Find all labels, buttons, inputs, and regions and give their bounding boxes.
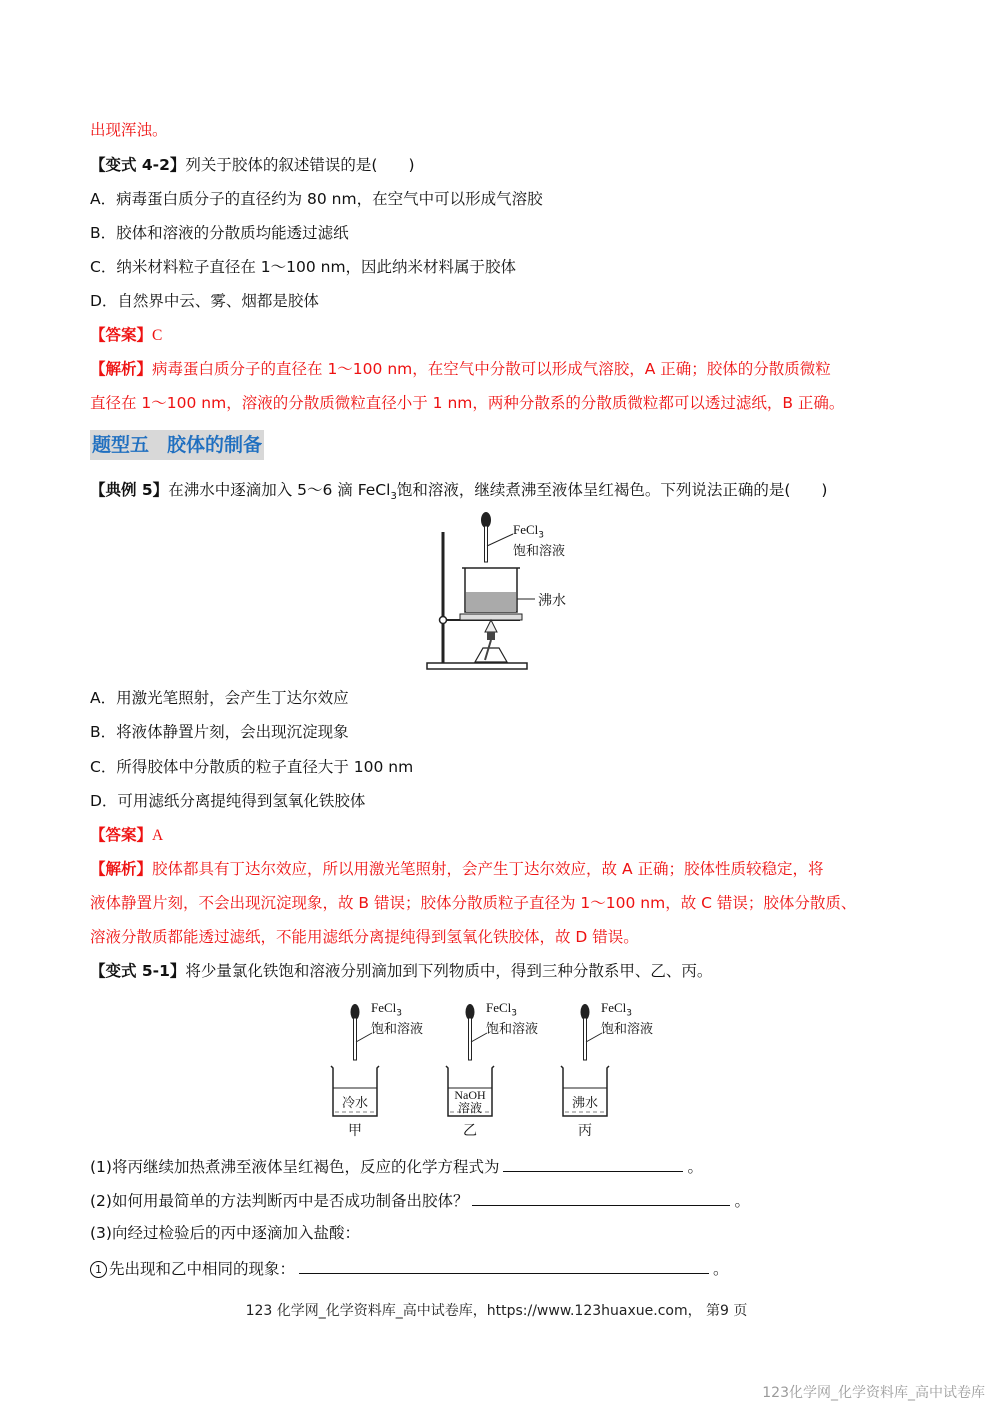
sub-question-text: (1)将丙继续加热煮沸至液体呈红褐色，反应的化学方程式为 — [90, 1158, 500, 1176]
watermark: 123化学网_化学资料库_高中试卷库 — [762, 1385, 985, 1401]
beaker-label: 乙 — [463, 1123, 477, 1139]
question-text: 将少量氯化铁饱和溶液分别滴加到下列物质中，得到三种分散系甲、乙、丙。 — [185, 962, 713, 980]
answer-line — [90, 325, 162, 346]
boiling-apparatus-figure — [425, 510, 625, 675]
variant-4-2-question — [90, 155, 415, 175]
question-text: 列关于胶体的叙述错误的是( ) — [185, 156, 415, 174]
analysis-text: 胶体都具有丁达尔效应，所以用激光笔照射，会产生丁达尔效应，故 A 正确；胶体性质较稳定，将 — [152, 860, 824, 878]
example-5-question — [90, 480, 827, 507]
page-footer: 123 化学网_化学资料库_高中试卷库，https://www.123huaxue.com， 第9 页 — [245, 1303, 748, 1319]
water-label: 沸水 — [538, 593, 566, 609]
analysis-line-2: 液体静置片刻，不会出现沉淀现象，故 B 错误；胶体分散质粒子直径为 1～100 nm，故 C 错误；胶体分散质、 — [90, 894, 857, 912]
answer-value: C — [152, 327, 163, 344]
answer-value: A — [152, 827, 164, 844]
question-text-pre: 在沸水中逐滴加入 5～6 滴 FeCl — [168, 481, 391, 499]
beaker-content: NaOH 溶液 — [454, 1088, 486, 1115]
sub-question-3 — [90, 1223, 360, 1243]
section-title: 胶体的制备 — [167, 434, 263, 456]
variant-tag: 【变式 5-1】 — [90, 962, 186, 980]
analysis-line-1 — [90, 859, 823, 879]
variant-5-1-question — [90, 961, 712, 981]
option-d: D．自然界中云、雾、烟都是胶体 — [90, 292, 319, 310]
analysis-text: 病毒蛋白质分子的直径在 1～100 nm，在空气中分散可以形成气溶胶，A 正确；胶体的分散质微粒 — [152, 360, 831, 378]
analysis-line-3: 溶液分散质都能透过滤纸，不能用滤纸分离提纯得到氢氧化铁胶体，故 D 错误。 — [90, 928, 639, 946]
answer-blank[interactable] — [299, 1257, 709, 1274]
subscript: 3 — [390, 491, 397, 503]
answer-tag: 【答案】 — [90, 326, 153, 344]
answer-line — [90, 825, 163, 846]
beaker-jia — [325, 998, 435, 1143]
option-c: C．纳米材料粒子直径在 1～100 nm，因此纳米材料属于胶体 — [90, 258, 517, 276]
beaker-content: 沸水 — [565, 1092, 605, 1111]
sub-question-2: (2)如何用最简单的方法判断丙中是否成功制备出胶体？ 。 — [90, 1189, 750, 1211]
question-text-post: 饱和溶液，继续煮沸至液体呈红褐色。下列说法正确的是( ) — [396, 481, 828, 499]
reagent-label: FeCl$_3$ 饱和溶液 — [601, 1000, 654, 1037]
reagent-label: FeCl$_3$ 饱和溶液 — [513, 522, 566, 559]
sub-question-1: (1)将丙继续加热煮沸至液体呈红褐色，反应的化学方程式为 。 — [90, 1155, 703, 1177]
answer-blank[interactable] — [472, 1189, 730, 1206]
option-c: C．所得胶体中分散质的粒子直径大于 100 nm — [90, 758, 414, 776]
reagent-label: FeCl$_3$ 饱和溶液 — [486, 1000, 539, 1037]
beaker-bing — [555, 998, 675, 1143]
example-tag: 【典例 5】 — [90, 481, 169, 499]
section-label: 题型五 — [92, 434, 150, 456]
variant-tag: 【变式 4-2】 — [90, 156, 186, 174]
analysis-line-1 — [90, 359, 831, 379]
option-d: D．可用滤纸分离提纯得到氢氧化铁胶体 — [90, 792, 366, 810]
analysis-tag: 【解析】 — [90, 360, 153, 378]
analysis-tag: 【解析】 — [90, 860, 153, 878]
three-beakers-figure — [325, 998, 675, 1143]
option-a: A．用激光笔照射，会产生丁达尔效应 — [90, 689, 349, 707]
circled-number-marker: 1 — [90, 1261, 107, 1278]
reagent-label: FeCl$_3$ 饱和溶液 — [371, 1000, 424, 1037]
option-b: B．将液体静置片刻，会出现沉淀现象 — [90, 723, 349, 741]
beaker-content: 冷水 — [335, 1092, 375, 1111]
sub-question-text: (2)如何用最简单的方法判断丙中是否成功制备出胶体？ — [90, 1192, 469, 1210]
option-a: A．病毒蛋白质分子的直径约为 80 nm，在空气中可以形成气溶胶 — [90, 190, 543, 208]
analysis-line-2: 直径在 1～100 nm，溶液的分散质微粒直径小于 1 nm，两种分散系的分散质微粒都可以透过滤纸，B 正确。 — [90, 394, 845, 412]
beaker-label: 甲 — [348, 1123, 362, 1139]
answer-tag: 【答案】 — [90, 826, 153, 844]
sub-question-3-1: 1 先出现和乙中相同的现象： 。 — [90, 1257, 729, 1279]
answer-blank[interactable] — [503, 1155, 683, 1172]
analysis-continuation: 出现浑浊。 — [90, 121, 168, 139]
sub-question-text: (3)向经过检验后的丙中逐滴加入盐酸： — [90, 1224, 360, 1242]
option-b: B．胶体和溶液的分散质均能透过滤纸 — [90, 224, 349, 242]
beaker-label: 丙 — [578, 1123, 592, 1139]
sub-question-text: 先出现和乙中相同的现象： — [109, 1260, 296, 1278]
beaker-yi — [440, 998, 550, 1143]
section-heading — [90, 430, 264, 460]
